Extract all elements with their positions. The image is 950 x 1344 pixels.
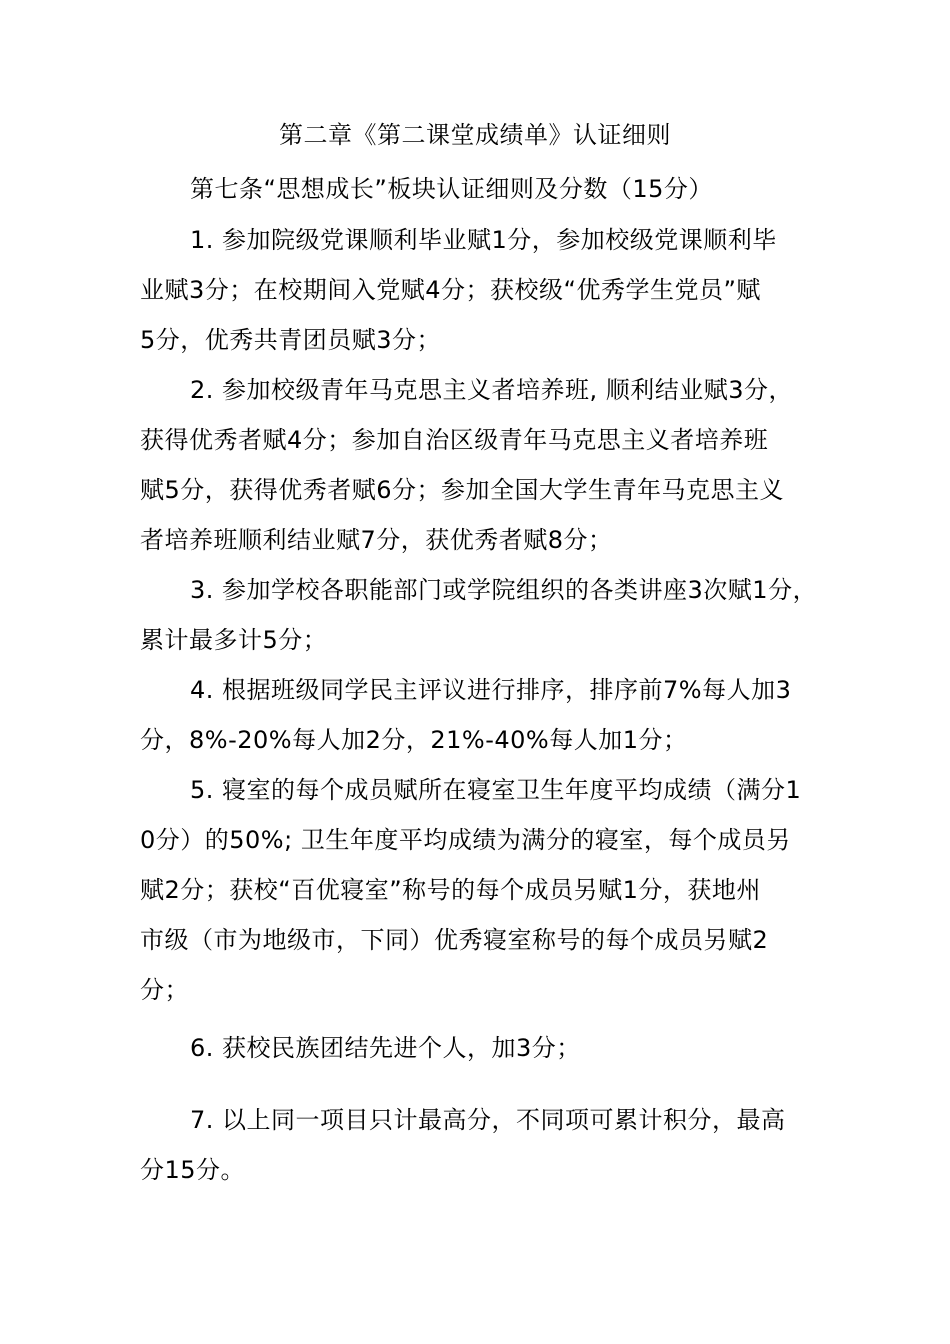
chapter-title: 第二章《第二课堂成绩单》认证细则 [279,121,671,149]
item-5-line-4: 市级（市为地级市，下同）优秀寝室称号的每个成员另赋2 [140,926,769,954]
item-5-line-2: 0分）的50%; 卫生年度平均成绩为满分的寝室，每个成员另 [140,826,791,854]
item-4-line-1: 4. 根据班级同学民主评议进行排序，排序前7%每人加3 [190,676,792,704]
item-7-line-1: 7. 以上同一项目只计最高分，不同项可累计积分，最高 [190,1106,786,1134]
item-5-line-1: 5. 寝室的每个成员赋所在寝室卫生年度平均成绩（满分1 [190,776,802,804]
item-2-line-4: 者培养班顺利结业赋7分，获优秀者赋8分； [140,526,613,554]
item-2-line-3: 赋5分，获得优秀者赋6分；参加全国大学生青年马克思主义 [140,476,785,504]
item-7-line-2: 分15分。 [140,1156,246,1184]
item-3-line-2: 累计最多计5分； [140,626,328,654]
item-2-line-2: 获得优秀者赋4分；参加自治区级青年马克思主义者培养班 [140,426,769,454]
item-1-line-2: 业赋3分；在校期间入党赋4分；获校级“优秀学生党员”赋 [140,276,761,304]
item-1-line-3: 5分，优秀共青团员赋3分； [140,326,442,354]
item-5-line-3: 赋2分；获校“百优寝室”称号的每个成员另赋1分，获地州 [140,876,761,904]
item-1-line-1: 1. 参加院级党课顺利毕业赋1分，参加校级党课顺利毕 [190,226,777,254]
item-3-line-1: 3. 参加学校各职能部门或学院组织的各类讲座3次赋1分， [190,576,818,604]
item-2-line-1: 2. 参加校级青年马克思主义者培养班, 顺利结业赋3分， [190,376,794,404]
article-heading: 第七条“思想成长”板块认证细则及分数（15分） [190,175,713,203]
item-6-line-1: 6. 获校民族团结先进个人，加3分； [190,1034,581,1062]
item-4-line-2: 分，8%-20%每人加2分，21%-40%每人加1分； [140,726,688,754]
item-5-line-5: 分； [140,976,189,1004]
